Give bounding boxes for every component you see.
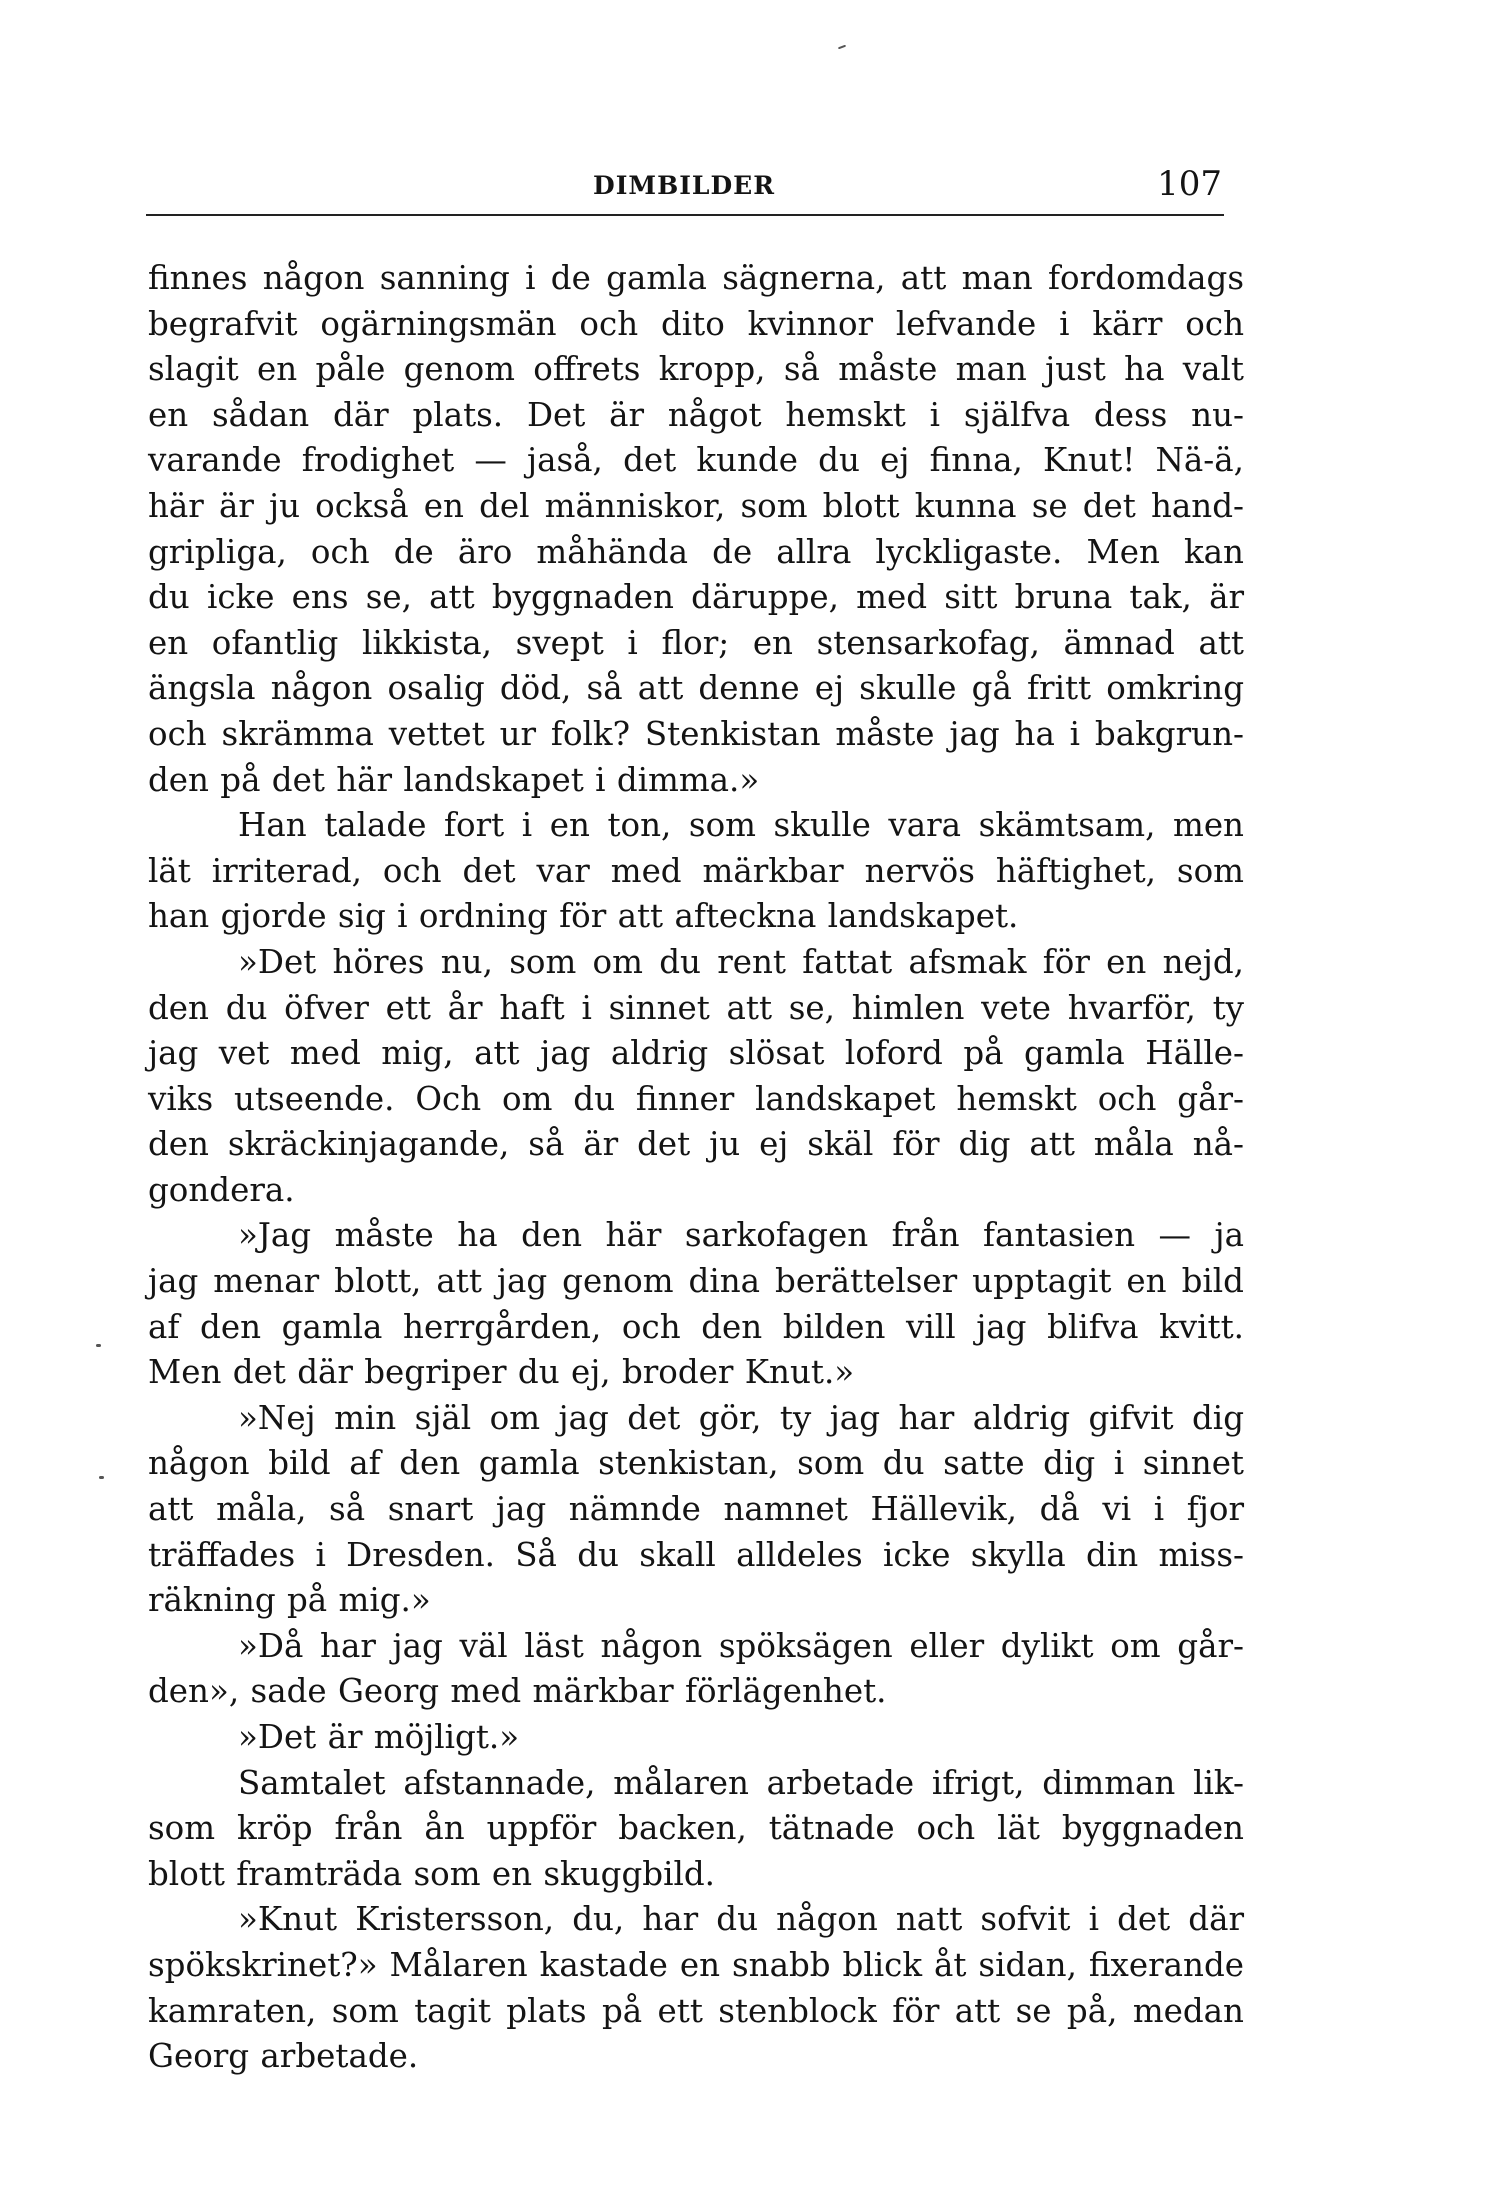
text-line: Men det där begriper du ej, broder Knut.» [148,1353,855,1392]
text-line: och skrämma vettet ur folk? Stenkistan måste jag ha i bakgrun- [148,714,1244,753]
text-line: Han talade fort i en ton, som skulle vara skämtsam, men [238,806,1244,845]
text-line: här är ju också en del människor, som blott kunna se det hand- [148,486,1244,525]
paragraph-2 [148,803,1244,940]
text-line: spökskrinet?» Målaren kastade en snabb blick åt sidan, fixerande [148,1945,1244,1984]
text-line: af den gamla herrgården, och den bilden vill jag blifva kvitt. [148,1307,1244,1346]
paragraph-5 [148,1396,1244,1624]
text-line: han gjorde sig i ordning för att afteckna landskapet. [148,897,1019,936]
paragraph-7 [148,1715,1244,1761]
text-line: slagit en påle genom offrets kropp, så måste man just ha valt [148,350,1244,389]
paragraph-6 [148,1624,1244,1715]
header-rule [146,214,1224,216]
text-line: en sådan där plats. Det är något hemskt i själfva dess nu- [148,395,1244,434]
paragraph-3 [148,940,1244,1214]
paragraph-8 [148,1761,1244,1898]
text-line: begrafvit ogärningsmän och dito kvinnor lefvande i kärr och [148,304,1244,343]
print-speck [99,1476,104,1479]
text-line: gripliga, och de äro måhända de allra lyckligaste. Men kan [148,532,1244,571]
text-line: den skräckinjagande, så är det ju ej skäl för dig att måla nå- [148,1125,1244,1164]
text-line: jag vet med mig, att jag aldrig slösat loford på gamla Hälle- [148,1034,1244,1073]
text-line: kamraten, som tagit plats på ett stenblock för att se på, medan [148,1991,1244,2030]
paragraph-1 [148,256,1244,803]
text-line: räkning på mig.» [148,1581,431,1620]
text-line: blott framträda som en skuggbild. [148,1854,715,1893]
text-line: Georg arbetade. [148,2037,419,2076]
paragraph-4 [148,1213,1244,1395]
text-line: »Nej min själ om jag det gör, ty jag har aldrig gifvit dig [238,1398,1244,1437]
text-line: jag menar blott, att jag genom dina berättelser upptagit en bild [148,1262,1244,1301]
text-line: den på det här landskapet i dimma.» [148,760,760,799]
text-line: »Jag måste ha den här sarkofagen från fantasien — ja [238,1216,1244,1255]
text-line: Samtalet afstannade, målaren arbetade ifrigt, dimman lik- [238,1763,1244,1802]
text-line: att måla, så snart jag nämnde namnet Hällevik, då vi i fjor [148,1490,1244,1529]
body-text [148,256,1244,2080]
text-line: en ofantlig likkista, svept i flor; en stensarkofag, ämnad att [148,623,1244,662]
page-number: 107 [1157,164,1222,204]
page-header [146,166,1222,216]
running-title: DIMBILDER [593,171,775,200]
text-line: någon bild af den gamla stenkistan, som du satte dig i sinnet [148,1444,1244,1483]
text-line: du icke ens se, att byggnaden däruppe, med sitt bruna tak, är [148,578,1244,617]
text-line: »Knut Kristersson, du, har du någon natt sofvit i det där [238,1900,1244,1939]
text-line: som kröp från ån uppför backen, tätnade och lät byggnaden [148,1809,1244,1848]
text-line: ängsla någon osalig död, så att denne ej skulle gå fritt omkring [148,669,1244,708]
text-line: varande frodighet — jaså, det kunde du ej finna, Knut! Nä-ä, [148,441,1244,480]
text-line: den du öfver ett år haft i sinnet att se, himlen vete hvarför, ty [148,988,1244,1027]
text-line: finnes någon sanning i de gamla sägnerna, att man fordomdags [148,259,1244,297]
text-line: viks utseende. Och om du finner landskapet hemskt och går- [148,1079,1244,1118]
text-line: träffades i Dresden. Så du skall alldeles icke skylla din miss- [148,1535,1244,1574]
text-line: lät irriterad, och det var med märkbar nervös häftighet, som [148,851,1244,890]
text-line: »Det är möjligt.» [238,1718,520,1756]
text-line: »Det höres nu, som om du rent fattat afsmak för en nejd, [238,942,1244,981]
paragraph-9 [148,1897,1244,2079]
print-speck [838,45,846,50]
text-line: »Då har jag väl läst någon spöksägen eller dylikt om går- [238,1626,1244,1665]
print-speck [96,1344,101,1347]
text-line: gondera. [148,1170,295,1209]
text-line: den», sade Georg med märkbar förlägenhet. [148,1672,887,1711]
